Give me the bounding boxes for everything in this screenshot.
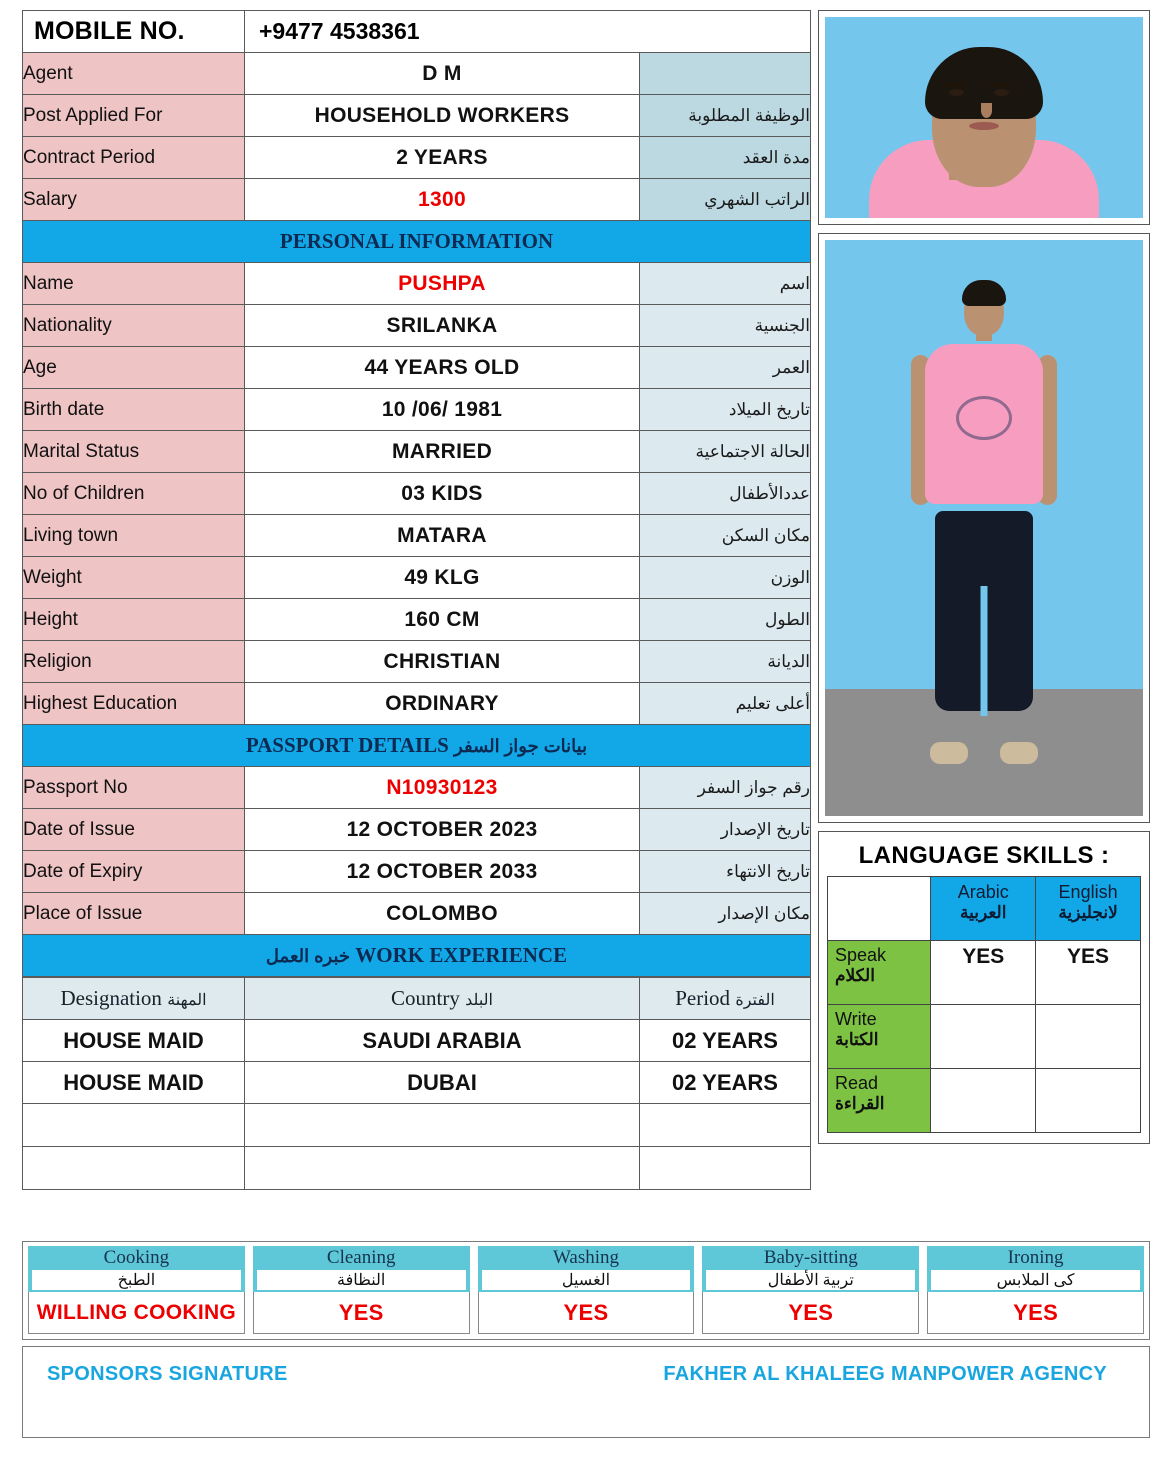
write-label-en: Write <box>835 1009 877 1029</box>
post-applied-arabic: الوظيفة المطلوبة <box>640 95 811 137</box>
birth-date-arabic: تاريخ الميلاد <box>640 389 811 431</box>
passport-details-header <box>23 725 811 767</box>
work-period <box>640 1147 811 1190</box>
post-applied-label: Post Applied For <box>23 95 245 137</box>
salary-value: 1300 <box>245 179 640 221</box>
work-experience-table <box>22 977 811 1190</box>
skill-baby-sitting <box>702 1246 919 1334</box>
date-of-expiry-arabic: تاريخ الانتهاء <box>640 851 811 893</box>
name-label: Name <box>23 263 245 305</box>
write-label <box>828 1005 931 1069</box>
headshot-photo-frame <box>818 10 1150 225</box>
living-town-label: Living town <box>23 515 245 557</box>
cooking-label-ar: الطبخ <box>32 1270 241 1290</box>
passport-title-ar: بيانات جواز السفر <box>454 736 588 756</box>
language-skills-panel <box>818 831 1150 1144</box>
birth-date-label: Birth date <box>23 389 245 431</box>
write-arabic-value <box>931 1005 1036 1069</box>
education-arabic: أعلى تعليم <box>640 683 811 725</box>
mobile-row <box>23 11 811 53</box>
place-of-issue-value: COLOMBO <box>245 893 640 935</box>
date-of-issue-value: 12 OCTOBER 2023 <box>245 809 640 851</box>
salary-label: Salary <box>23 179 245 221</box>
photo-eyebrow-right <box>990 83 1010 87</box>
row-age <box>23 347 811 389</box>
nationality-arabic: الجنسية <box>640 305 811 347</box>
language-column-english <box>1036 877 1141 941</box>
work-table-header-row <box>23 978 811 1020</box>
agent-label: Agent <box>23 53 245 95</box>
work-designation: HOUSE MAID <box>23 1062 245 1104</box>
row-name <box>23 263 811 305</box>
cooking-label-en: Cooking <box>103 1247 170 1268</box>
religion-label: Religion <box>23 641 245 683</box>
row-place-of-issue <box>23 893 811 935</box>
skill-washing <box>478 1246 695 1334</box>
cooking-header <box>28 1246 245 1292</box>
photo-eyebrow-left <box>944 83 964 87</box>
row-salary <box>23 179 811 221</box>
work-experience-title <box>23 935 811 977</box>
work-period <box>640 1104 811 1147</box>
designation-header-ar: المهنة <box>167 992 207 1009</box>
row-passport-no <box>23 767 811 809</box>
language-skills-table <box>827 876 1141 1133</box>
personal-information-title: PERSONAL INFORMATION <box>23 221 811 263</box>
designation-header <box>23 978 245 1020</box>
read-label <box>828 1069 931 1133</box>
row-marital-status <box>23 431 811 473</box>
speak-label <box>828 941 931 1005</box>
height-arabic: الطول <box>640 599 811 641</box>
designation-header-en: Designation <box>60 986 162 1010</box>
children-arabic: عددالأطفال <box>640 473 811 515</box>
work-period: 02 YEARS <box>640 1062 811 1104</box>
speak-label-en: Speak <box>835 945 887 965</box>
religion-arabic: الديانة <box>640 641 811 683</box>
passport-details-title <box>23 725 811 767</box>
tshirt-logo-icon <box>956 396 1012 440</box>
country-header-ar: البلد <box>465 992 493 1009</box>
place-of-issue-arabic: مكان الإصدار <box>640 893 811 935</box>
fullbody-photo <box>825 240 1143 816</box>
work-period: 02 YEARS <box>640 1020 811 1062</box>
religion-value: CHRISTIAN <box>245 641 640 683</box>
fullbody-leg-gap <box>981 586 988 716</box>
period-header <box>640 978 811 1020</box>
row-religion <box>23 641 811 683</box>
mobile-value: +9477 4538361 <box>245 11 811 53</box>
work-title-ar: خبره العمل <box>265 946 351 966</box>
right-photo-column <box>818 10 1150 1144</box>
contract-period-label: Contract Period <box>23 137 245 179</box>
row-height <box>23 599 811 641</box>
agent-value: D M <box>245 53 640 95</box>
read-english-value <box>1036 1069 1141 1133</box>
row-post-applied-for <box>23 95 811 137</box>
age-value: 44 YEARS OLD <box>245 347 640 389</box>
fullbody-shoe-right <box>1000 742 1038 764</box>
write-english-value <box>1036 1005 1141 1069</box>
agency-name: FAKHER AL KHALEEG MANPOWER AGENCY <box>663 1363 1107 1385</box>
age-label: Age <box>23 347 245 389</box>
education-value: ORDINARY <box>245 683 640 725</box>
baby-sitting-label-en: Baby-sitting <box>763 1247 858 1268</box>
row-birth-date <box>23 389 811 431</box>
signature-footer <box>22 1346 1150 1438</box>
read-arabic-value <box>931 1069 1036 1133</box>
speak-english-value: YES <box>1036 941 1141 1005</box>
work-designation <box>23 1147 245 1190</box>
english-col-en: English <box>1058 882 1118 902</box>
row-contract-period <box>23 137 811 179</box>
arabic-col-en: Arabic <box>957 882 1009 902</box>
fullbody-shoe-left <box>930 742 968 764</box>
row-date-of-expiry <box>23 851 811 893</box>
work-row <box>23 1020 811 1062</box>
personal-information-header <box>23 221 811 263</box>
passport-title-en: PASSPORT DETAILS <box>245 733 449 757</box>
speak-label-ar: الكلام <box>835 965 875 985</box>
speak-arabic-value: YES <box>931 941 1036 1005</box>
row-weight <box>23 557 811 599</box>
post-applied-value: HOUSEHOLD WORKERS <box>245 95 640 137</box>
sponsors-signature-label: SPONSORS SIGNATURE <box>47 1363 288 1385</box>
baby-sitting-label-ar: تربية الأطفال <box>706 1270 915 1290</box>
weight-label: Weight <box>23 557 245 599</box>
row-date-of-issue <box>23 809 811 851</box>
cleaning-header <box>253 1246 470 1292</box>
language-row-write <box>828 1005 1141 1069</box>
row-highest-education <box>23 683 811 725</box>
children-value: 03 KIDS <box>245 473 640 515</box>
period-header-ar: الفترة <box>735 992 775 1009</box>
marital-status-value: MARRIED <box>245 431 640 473</box>
contract-period-value: 2 YEARS <box>245 137 640 179</box>
row-living-town <box>23 515 811 557</box>
photo-mouth <box>969 122 999 130</box>
work-designation <box>23 1104 245 1147</box>
passport-no-value: N10930123 <box>245 767 640 809</box>
skills-strip <box>22 1241 1150 1340</box>
place-of-issue-label: Place of Issue <box>23 893 245 935</box>
period-header-en: Period <box>675 986 731 1010</box>
salary-arabic: الراتب الشهري <box>640 179 811 221</box>
ironing-header <box>927 1246 1144 1292</box>
skill-cooking <box>28 1246 245 1334</box>
height-value: 160 CM <box>245 599 640 641</box>
living-town-value: MATARA <box>245 515 640 557</box>
cleaning-value: YES <box>253 1292 470 1334</box>
weight-value: 49 KLG <box>245 557 640 599</box>
name-arabic: اسم <box>640 263 811 305</box>
contract-period-arabic: مدة العقد <box>640 137 811 179</box>
work-country <box>245 1104 640 1147</box>
language-column-arabic <box>931 877 1036 941</box>
age-arabic: العمر <box>640 347 811 389</box>
washing-label-ar: الغسيل <box>482 1270 691 1290</box>
country-header-en: Country <box>391 986 460 1010</box>
skill-ironing <box>927 1246 1144 1334</box>
work-row <box>23 1104 811 1147</box>
date-of-expiry-label: Date of Expiry <box>23 851 245 893</box>
date-of-expiry-value: 12 OCTOBER 2033 <box>245 851 640 893</box>
passport-no-arabic: رقم جواز السفر <box>640 767 811 809</box>
baby-sitting-header <box>702 1246 919 1292</box>
ironing-value: YES <box>927 1292 1144 1334</box>
fullbody-hair <box>962 280 1006 306</box>
passport-no-label: Passport No <box>23 767 245 809</box>
read-label-ar: القراءة <box>835 1093 885 1113</box>
left-information-column <box>22 10 810 1190</box>
birth-date-value: 10 /06/ 1981 <box>245 389 640 431</box>
country-header <box>245 978 640 1020</box>
ironing-label-ar: كى الملابس <box>931 1270 1140 1290</box>
arabic-col-ar: العربية <box>959 902 1007 922</box>
cleaning-label-ar: النظافة <box>257 1270 466 1290</box>
row-nationality <box>23 305 811 347</box>
language-skills-title: LANGUAGE SKILLS : <box>858 842 1110 869</box>
write-label-ar: الكتابة <box>835 1029 879 1049</box>
nationality-value: SRILANKA <box>245 305 640 347</box>
fullbody-photo-frame <box>818 233 1150 823</box>
work-row <box>23 1147 811 1190</box>
english-col-ar: لانجليزية <box>1058 902 1118 922</box>
cleaning-label-en: Cleaning <box>326 1247 396 1268</box>
language-header-row <box>828 877 1141 941</box>
skill-cleaning <box>253 1246 470 1334</box>
row-no-of-children <box>23 473 811 515</box>
height-label: Height <box>23 599 245 641</box>
work-designation: HOUSE MAID <box>23 1020 245 1062</box>
marital-status-arabic: الحالة الاجتماعية <box>640 431 811 473</box>
work-row <box>23 1062 811 1104</box>
living-town-arabic: مكان السكن <box>640 515 811 557</box>
work-title-en: WORK EXPERIENCE <box>355 943 568 967</box>
language-row-speak <box>828 941 1141 1005</box>
headshot-photo <box>825 17 1143 218</box>
marital-status-label: Marital Status <box>23 431 245 473</box>
work-country: SAUDI ARABIA <box>245 1020 640 1062</box>
cooking-value: WILLING COOKING <box>28 1292 245 1334</box>
mobile-label: MOBILE NO. <box>23 11 245 53</box>
weight-arabic: الوزن <box>640 557 811 599</box>
agent-arabic <box>640 53 811 95</box>
date-of-issue-label: Date of Issue <box>23 809 245 851</box>
date-of-issue-arabic: تاريخ الإصدار <box>640 809 811 851</box>
language-corner-cell <box>828 877 931 941</box>
language-row-read <box>828 1069 1141 1133</box>
read-label-en: Read <box>835 1073 879 1093</box>
work-experience-header <box>23 935 811 977</box>
washing-label-en: Washing <box>552 1247 619 1268</box>
washing-header <box>478 1246 695 1292</box>
washing-value: YES <box>478 1292 695 1334</box>
nationality-label: Nationality <box>23 305 245 347</box>
education-label: Highest Education <box>23 683 245 725</box>
work-country: DUBAI <box>245 1062 640 1104</box>
work-country <box>245 1147 640 1190</box>
name-value: PUSHPA <box>245 263 640 305</box>
ironing-label-en: Ironing <box>1007 1247 1064 1268</box>
row-agent <box>23 53 811 95</box>
children-label: No of Children <box>23 473 245 515</box>
baby-sitting-value: YES <box>702 1292 919 1334</box>
main-info-table <box>22 10 811 977</box>
